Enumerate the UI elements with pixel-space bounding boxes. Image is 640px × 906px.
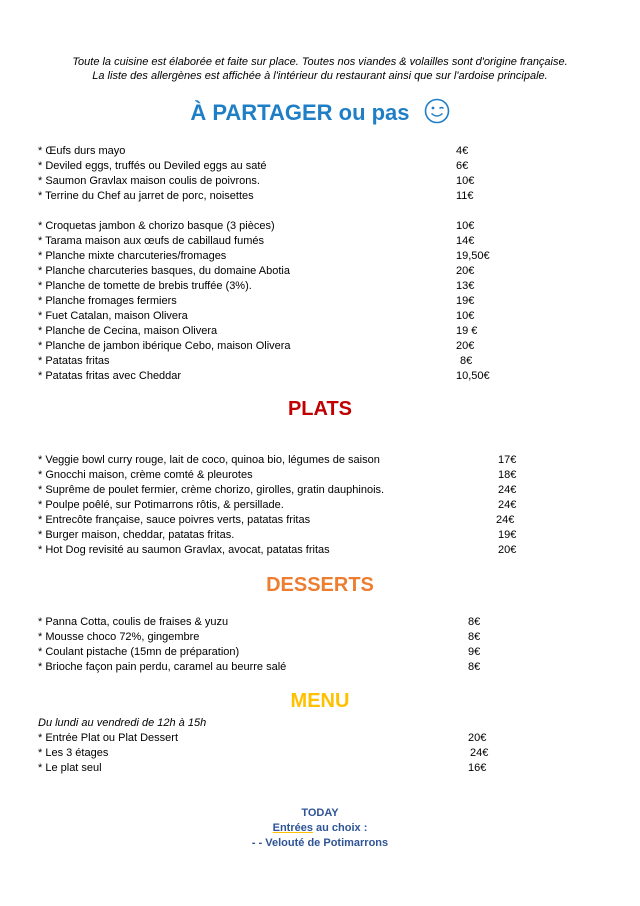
item-name: * Brioche façon pain perdu, caramel au beurre salé: [38, 661, 287, 673]
item-name: * Les 3 étages: [38, 747, 109, 759]
section-title-desserts: DESSERTS: [266, 574, 374, 596]
item-name: * Suprême de poulet fermier, crème chorizo, girolles, gratin dauphinois.: [38, 484, 385, 496]
item-price: 4€: [456, 145, 469, 157]
item-name: * Patatas fritas: [38, 355, 110, 367]
item-price: 16€: [468, 762, 487, 774]
winking-smiley-icon: [424, 98, 450, 124]
item-name: * Deviled eggs, truffés ou Deviled eggs au saté: [38, 160, 267, 172]
desserts-list: [38, 615, 598, 675]
item-name: * Entrée Plat ou Plat Dessert: [38, 732, 179, 744]
item-name: * Entrecôte française, sauce poivres verts, patatas fritas: [38, 514, 311, 526]
menu-item: [38, 453, 598, 468]
partager-list-2: [38, 219, 598, 384]
item-name: * Œufs durs mayo: [38, 145, 126, 157]
item-price: 8€: [468, 661, 481, 673]
intro-line-1: Toute la cuisine est élaborée et faite sur place. Toutes nos viandes & volailles sont d'origine française.: [72, 56, 568, 68]
menu-item: [38, 543, 598, 558]
menu-subtitle: [38, 716, 598, 731]
menu-item: [38, 309, 598, 324]
today-specials: [0, 806, 640, 851]
item-name: * Croquetas jambon & chorizo basque (3 pièces): [38, 220, 275, 232]
menu-item: [38, 645, 598, 660]
item-name: * Gnocchi maison, crème comté & pleurotes: [38, 469, 253, 481]
item-name: * Planche de tomette de brebis truffée (3%).: [38, 280, 252, 292]
item-price: 11€: [456, 190, 474, 202]
item-price: 20€: [456, 340, 475, 352]
item-price: 6€: [456, 160, 469, 172]
item-price: 20€: [468, 732, 487, 744]
item-name: * Burger maison, cheddar, patatas fritas.: [38, 529, 235, 541]
item-name: * Panna Cotta, coulis de fraises & yuzu: [38, 616, 229, 628]
item-price: 10€: [456, 220, 475, 232]
item-price: 8€: [468, 631, 481, 643]
menu-item: [38, 630, 598, 645]
menu-item: [38, 339, 598, 354]
entrees-rest: au choix :: [312, 822, 368, 834]
menu-item: [38, 354, 598, 369]
item-name: * Terrine du Chef au jarret de porc, noisettes: [38, 190, 254, 202]
item-price: 24€: [470, 747, 489, 759]
item-price: 10€: [456, 175, 475, 187]
section-title-plats: PLATS: [287, 398, 353, 420]
menu-item: [38, 234, 598, 249]
item-name: * Planche fromages fermiers: [38, 295, 177, 307]
menu-item: [38, 498, 598, 513]
today-item: - - Velouté de Potimarrons: [251, 837, 389, 849]
today-title: TODAY: [301, 807, 339, 819]
item-price: 24€: [496, 514, 515, 526]
item-name: * Planche mixte charcuteries/fromages: [38, 250, 227, 262]
menu-item: [38, 174, 598, 189]
intro-note: [0, 55, 640, 83]
menu-item: [38, 615, 598, 630]
item-name: * Veggie bowl curry rouge, lait de coco, quinoa bio, légumes de saison: [38, 454, 380, 466]
item-price: 20€: [456, 265, 475, 277]
item-name: * Planche charcuteries basques, du domaine Abotia: [38, 265, 290, 277]
item-price: 10€: [456, 310, 475, 322]
menu-item: [38, 219, 598, 234]
menu-item: [38, 746, 598, 761]
item-name: * Coulant pistache (15mn de préparation): [38, 646, 240, 658]
menu-item: [38, 468, 598, 483]
item-price: 9€: [468, 646, 481, 658]
menu-item: [38, 264, 598, 279]
item-price: 19€: [498, 529, 517, 541]
item-name: * Poulpe poêlé, sur Potimarrons rôtis, & persillade.: [38, 499, 284, 511]
menu-item: [38, 159, 598, 174]
item-name: * Le plat seul: [38, 762, 102, 774]
partager-title-text: À PARTAGER ou pas: [190, 100, 410, 125]
menu-item: [38, 294, 598, 309]
menu-item: [38, 528, 598, 543]
section-title-menu: MENU: [290, 690, 350, 712]
item-name: * Planche de Cecina, maison Olivera: [38, 325, 218, 337]
menu-item: [38, 369, 598, 384]
item-price: 10,50€: [456, 370, 490, 382]
item-price: 24€: [498, 484, 517, 496]
item-price: 17€: [498, 454, 517, 466]
item-name: * Mousse choco 72%, gingembre: [38, 631, 200, 643]
menu-item: [38, 761, 598, 776]
item-price: 19 €: [456, 325, 478, 337]
item-price: 13€: [456, 280, 475, 292]
menu-list: [38, 716, 598, 776]
item-price: 8€: [468, 616, 481, 628]
item-name: * Patatas fritas avec Cheddar: [38, 370, 182, 382]
partager-list-1: [38, 144, 598, 204]
item-price: 20€: [498, 544, 517, 556]
item-name: * Planche de jambon ibérique Cebo, maison Olivera: [38, 340, 291, 352]
menu-item: [38, 660, 598, 675]
plats-list: [38, 453, 598, 558]
menu-item: [38, 731, 598, 746]
entrees-word: Entrées: [272, 822, 313, 834]
menu-hours: Du lundi au vendredi de 12h à 15h: [38, 717, 207, 729]
item-price: 19,50€: [456, 250, 490, 262]
item-price: 18€: [498, 469, 517, 481]
menu-item: [38, 249, 598, 264]
menu-item: [38, 483, 598, 498]
menu-item: [38, 279, 598, 294]
menu-item: [38, 324, 598, 339]
menu-item: [38, 189, 598, 204]
item-name: * Hot Dog revisité au saumon Gravlax, avocat, patatas fritas: [38, 544, 330, 556]
item-name: * Tarama maison aux œufs de cabillaud fumés: [38, 235, 265, 247]
item-price: 24€: [498, 499, 517, 511]
section-title-partager: [0, 98, 640, 126]
item-price: 14€: [456, 235, 475, 247]
menu-item: [38, 144, 598, 159]
intro-line-2: La liste des allergènes est affichée à l'intérieur du restaurant ainsi que sur l'ardoise principale.: [92, 70, 548, 82]
item-name: * Saumon Gravlax maison coulis de poivrons.: [38, 175, 260, 187]
item-name: * Fuet Catalan, maison Olivera: [38, 310, 188, 322]
menu-item: [38, 513, 598, 528]
today-entrees-line: [0, 821, 640, 836]
item-price: 8€: [460, 355, 473, 367]
item-price: 19€: [456, 295, 475, 307]
